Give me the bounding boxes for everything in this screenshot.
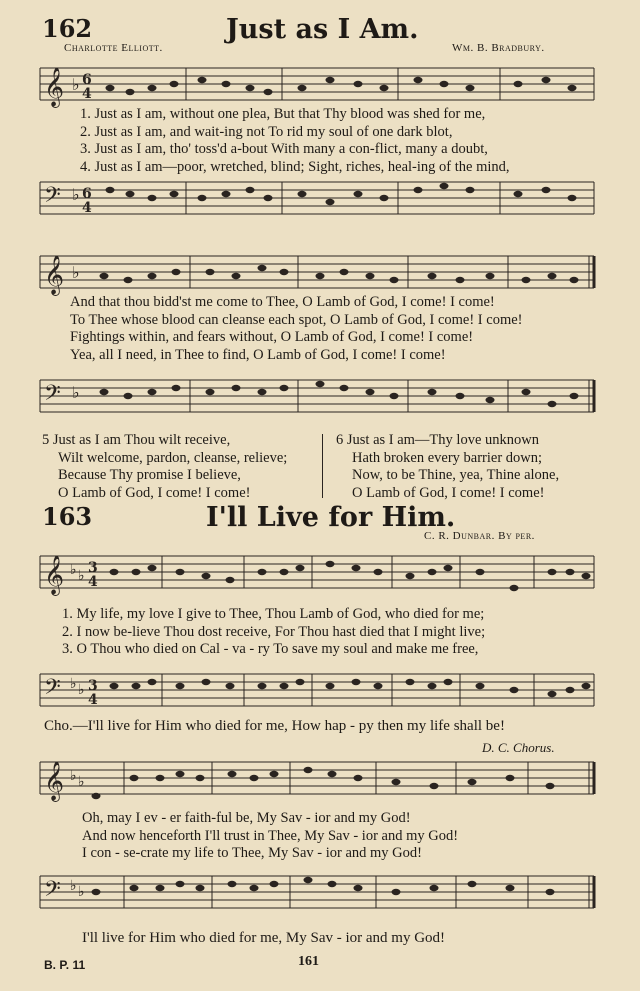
hymn-162-refrain-line-1: And that thou bidd'st me come to Thee, O Lamb of God, I come! I come!	[70, 294, 495, 310]
svg-text:♭: ♭	[78, 774, 85, 790]
svg-text:4: 4	[82, 86, 92, 102]
verse-6-line-1: 6 Just as I am—Thy love unknown	[336, 432, 539, 448]
svg-text:♭: ♭	[72, 263, 80, 282]
hymn-162-treble-staff-2	[40, 250, 596, 294]
svg-text:4: 4	[88, 574, 98, 590]
hymn-162-verse-3-line: 3. Just as I am, tho' toss'd a-bout With many a con-flict, many a doubt,	[80, 141, 488, 157]
hymn-162-verse-6	[336, 432, 559, 502]
svg-text:♭: ♭	[78, 568, 85, 584]
hymn-163-system-2-line-3: I con - se-crate my life to Thee, My Sav - ior and my God!	[82, 845, 422, 861]
verse-6-line-3: Now, to be Thine, yea, Thine alone,	[352, 467, 560, 483]
hymn-163-verse-1-line: 1. My life, my love I give to Thee, Thou Lamb of God, who died for me;	[62, 606, 485, 622]
verse-6-line-2: Hath broken every barrier down;	[352, 449, 543, 466]
hymn-163-verse-3-line: 3. O Thou who died on Cal - va - ry To save my soul and make me free,	[62, 641, 479, 657]
verse-5-line-4: O Lamb of God, I come! I come!	[58, 484, 251, 501]
hymn-163-treble-staff-2	[40, 756, 596, 808]
hymn-162-title: Just as I Am.	[226, 14, 419, 45]
hymn-163-system-1-lyrics	[62, 606, 485, 659]
svg-text:𝄢: 𝄢	[44, 381, 61, 411]
verse-5-line-2: Wilt welcome, pardon, cleanse, relieve;	[58, 449, 288, 466]
svg-text:♭: ♭	[72, 185, 80, 204]
hymn-163-attribution: C. R. Dunbar. By per.	[424, 530, 535, 542]
page-number: 161	[298, 954, 319, 969]
svg-text:𝄞: 𝄞	[44, 67, 65, 107]
hymn-162-refrain-line-4: Yea, all I need, in Thee to find, O Lamb of God, I come! I come!	[70, 346, 446, 363]
svg-text:4: 4	[88, 692, 98, 708]
verse-column-divider	[322, 434, 323, 498]
hymn-162-words-by: Charlotte Elliott.	[64, 42, 163, 54]
svg-text:♭: ♭	[72, 75, 80, 94]
svg-text:𝄢: 𝄢	[44, 183, 61, 213]
hymn-163-title: I'll Live for Him.	[206, 502, 456, 533]
hymn-163-chorus-lead: Cho.—I'll live for Him who died for me, How hap - py then my life shall be!	[44, 718, 505, 734]
hymn-162-system-2-lyrics	[70, 294, 523, 364]
svg-text:♭: ♭	[70, 878, 77, 894]
svg-text:𝄞: 𝄞	[44, 555, 65, 595]
svg-text:4: 4	[82, 200, 92, 216]
svg-text:♭: ♭	[72, 383, 80, 402]
hymn-163-bass-staff-2	[40, 870, 596, 914]
hymn-163-verse-2-line: 2. I now be-lieve Thou dost receive, For Thou hast died that I might live;	[62, 623, 486, 640]
svg-text:♭: ♭	[78, 682, 85, 698]
hymn-162-verse-2-line: 2. Just as I am, and wait-ing not To rid my soul of one dark blot,	[80, 123, 453, 140]
svg-text:♭: ♭	[70, 676, 77, 692]
verse-6-line-4: O Lamb of God, I come! I come!	[352, 484, 545, 501]
printer-signature: B. P. 11	[44, 958, 86, 972]
hymn-162-refrain-line-3: Fightings within, and fears without, O Lamb of God, I come! I come!	[70, 329, 474, 345]
hymn-162-bass-staff-1	[40, 176, 596, 220]
verse-5-line-3: Because Thy promise I believe,	[58, 467, 241, 483]
svg-text:6: 6	[82, 72, 92, 88]
svg-text:𝄢: 𝄢	[44, 675, 61, 705]
hymn-162-refrain-line-2: To Thee whose blood can cleanse each spot, O Lamb of God, I come! I come!	[70, 311, 523, 328]
svg-text:♭: ♭	[70, 562, 77, 578]
hymn-163-bass-staff-1	[40, 668, 596, 712]
svg-text:♭: ♭	[70, 768, 77, 784]
svg-text:𝄞: 𝄞	[44, 255, 65, 295]
hymn-162-verse-4-line: 4. Just as I am—poor, wretched, blind; Sight, riches, heal-ing of the mind,	[80, 158, 510, 175]
hymn-163-system-2-lyrics	[82, 810, 458, 863]
hymn-162-verse-1-line: 1. Just as I am, without one plea, But that Thy blood was shed for me,	[80, 106, 486, 122]
hymn-163-system-2-line-1: Oh, may I ev - er faith-ful be, My Sav - ior and my God!	[82, 810, 411, 826]
svg-text:𝄞: 𝄞	[44, 761, 65, 801]
hymn-162-verse-5	[42, 432, 287, 502]
hymn-162-system-1-lyrics	[80, 106, 510, 176]
hymn-162-number: 162	[42, 14, 93, 43]
hymn-163-system-2-line-2: And now henceforth I'll trust in Thee, My Sav - ior and my God!	[82, 827, 459, 844]
hymn-163-chorus-end: I'll live for Him who died for me, My Sav - ior and my God!	[82, 930, 446, 946]
hymn-163-dc-marking: D. C. Chorus.	[482, 740, 555, 755]
verse-5-line-1: 5 Just as I am Thou wilt receive,	[42, 432, 231, 448]
svg-text:3: 3	[88, 678, 98, 694]
hymn-162-treble-staff-1	[40, 62, 596, 106]
hymn-162-bass-staff-2	[40, 374, 596, 418]
hymn-163-number: 163	[42, 502, 93, 531]
svg-text:♭: ♭	[78, 884, 85, 900]
svg-text:𝄢: 𝄢	[44, 877, 61, 907]
svg-text:3: 3	[88, 560, 98, 576]
svg-text:6: 6	[82, 186, 92, 202]
hymn-162-music-by: Wm. B. Bradbury.	[452, 42, 545, 54]
hymn-163-treble-staff-1	[40, 550, 596, 594]
